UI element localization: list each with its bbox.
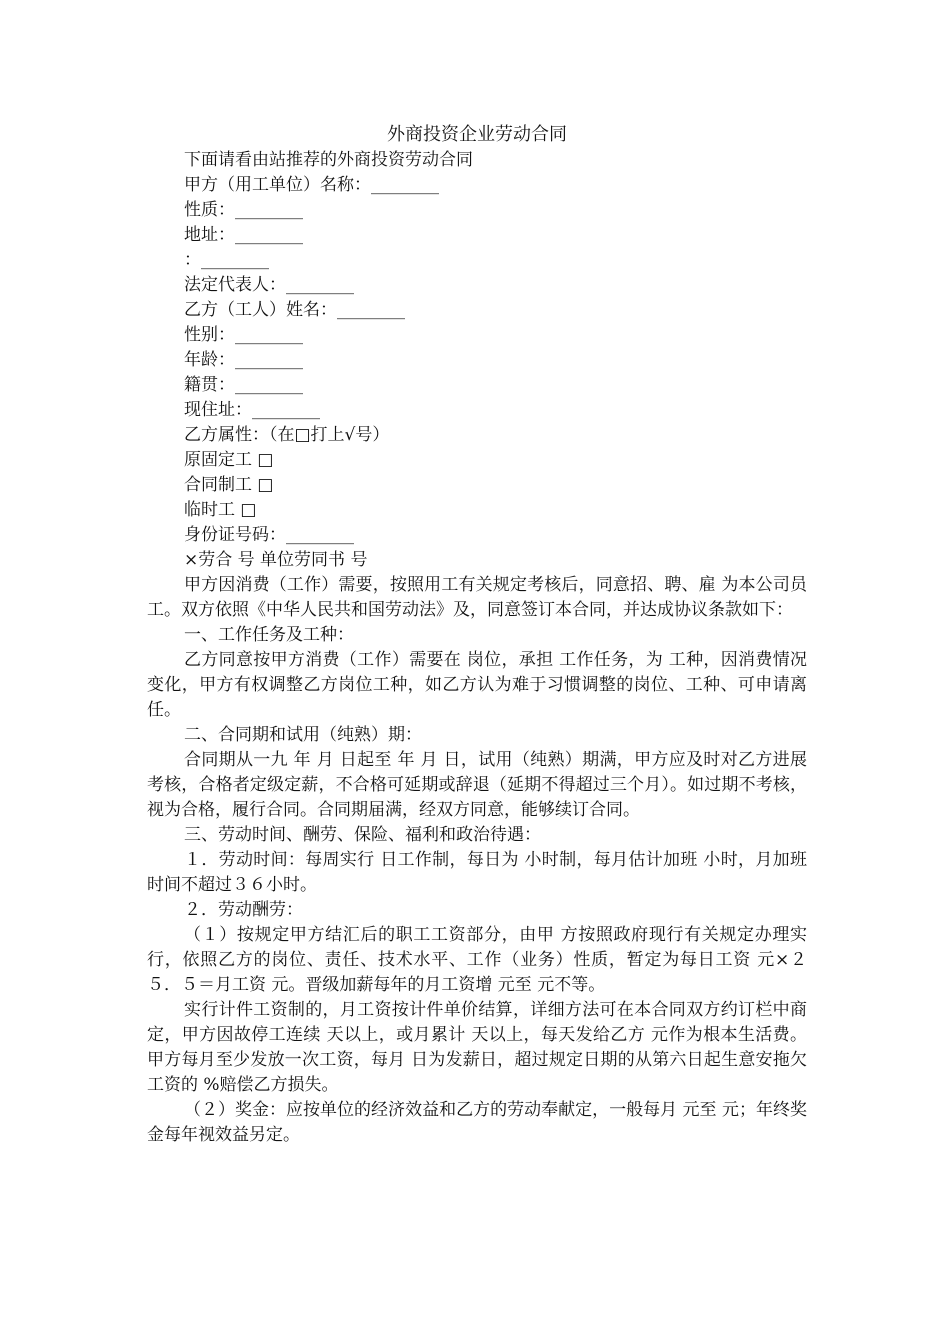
- field-id-number: 身份证号码：________: [184, 525, 354, 545]
- paragraph-remuneration-heading: ２．劳动酬劳：: [184, 900, 303, 920]
- section-heading-3: 三、劳动时间、酬劳、保险、福利和政治待遇：: [184, 825, 541, 845]
- contract-body: [147, 573, 807, 1148]
- paragraph-job-duties: 乙方同意按甲方消费（工作）需要在 岗位，承担 工作任务，为 工种，因消费情况变化，甲方有权调整乙方岗位工种，如乙方认为难于习惯调整的岗位、工种、可申请离任。: [147, 650, 807, 720]
- paragraph-bonus: （２）奖金：应按单位的经济效益和乙方的劳动奉献定，一般每月 元至 元；年终奖金每年视效益另定。: [147, 1100, 807, 1145]
- paragraph-piece-rate: 实行计件工资制的，月工资按计件单价结算，详细方法可在本合同双方约订栏中商定，甲方因故停工连续 天以上，或月累计 天以上，每天发给乙方 元作为根本生活费。甲方每月至少发放一次工资，每月 日为发薪日，超过规定日期的从第六日起生意安拖欠工资的 %赔偿乙方损失。: [147, 1000, 807, 1095]
- document-title: 外商投资企业劳动合同: [387, 124, 567, 145]
- field-gender: 性别：________: [184, 325, 303, 345]
- paragraph-preamble: 甲方因消费（工作）需要，按照用工有关规定考核后，同意招、聘、雇 为本公司员工。双方依照《中华人民共和国劳动法》及，同意签订本合同，并达成协议条款如下：: [147, 575, 807, 620]
- field-worker-type: 乙方属性：（在□打上√号）: [184, 425, 390, 445]
- section-heading-1: 一、工作任务及工种：: [184, 625, 354, 645]
- paragraph-wages: （１）按规定甲方结汇后的职工工资部分，由甲 方按照政府现行有关规定办理实行，依照乙方的岗位、责任、技术水平、工作（业务）性质，暂定为每日工资 元×２５．５＝月工资 元。晋级加薪每年的月工资增 元至 元不等。: [147, 925, 807, 995]
- header-fields: [147, 173, 807, 573]
- field-native-place: 籍贯：________: [184, 375, 303, 395]
- field-worker-name: 乙方（工人）姓名：________: [184, 300, 405, 320]
- field-employer-name: 甲方（用工单位）名称：________: [184, 175, 439, 195]
- paragraph-working-hours: １．劳动时间：每周实行 日工作制，每日为 小时制，每月估计加班 小时，月加班时间不超过３６小时。: [147, 850, 807, 895]
- field-current-address: 现住址：________: [184, 400, 320, 420]
- section-heading-2: 二、合同期和试用（纯熟）期：: [184, 725, 422, 745]
- field-legal-representative: 法定代表人：________: [184, 275, 354, 295]
- field-nature: 性质：________: [184, 200, 303, 220]
- field-contract-number: ×劳合 号 单位劳同书 号: [184, 550, 368, 570]
- field-age: 年龄：________: [184, 350, 303, 370]
- field-blank: ：________: [184, 250, 269, 270]
- option-temporary-worker: 临时工 □: [184, 500, 257, 520]
- document-page: [147, 122, 807, 1148]
- field-address: 地址：________: [184, 225, 303, 245]
- option-contract-worker: 合同制工 □: [184, 475, 274, 495]
- paragraph-contract-period: 合同期从一九 年 月 日起至 年 月 日，试用（纯熟）期满，甲方应及时对乙方进展考核，合格者定级定薪，不合格可延期或辞退（延期不得超过三个月）。如过期不考核，视为合格，履行合同。合同期届满，经双方同意，能够续订合同。: [147, 750, 807, 820]
- intro-line: 下面请看由站推荐的外商投资劳动合同: [184, 150, 473, 170]
- option-permanent-worker: 原固定工 □: [184, 450, 274, 470]
